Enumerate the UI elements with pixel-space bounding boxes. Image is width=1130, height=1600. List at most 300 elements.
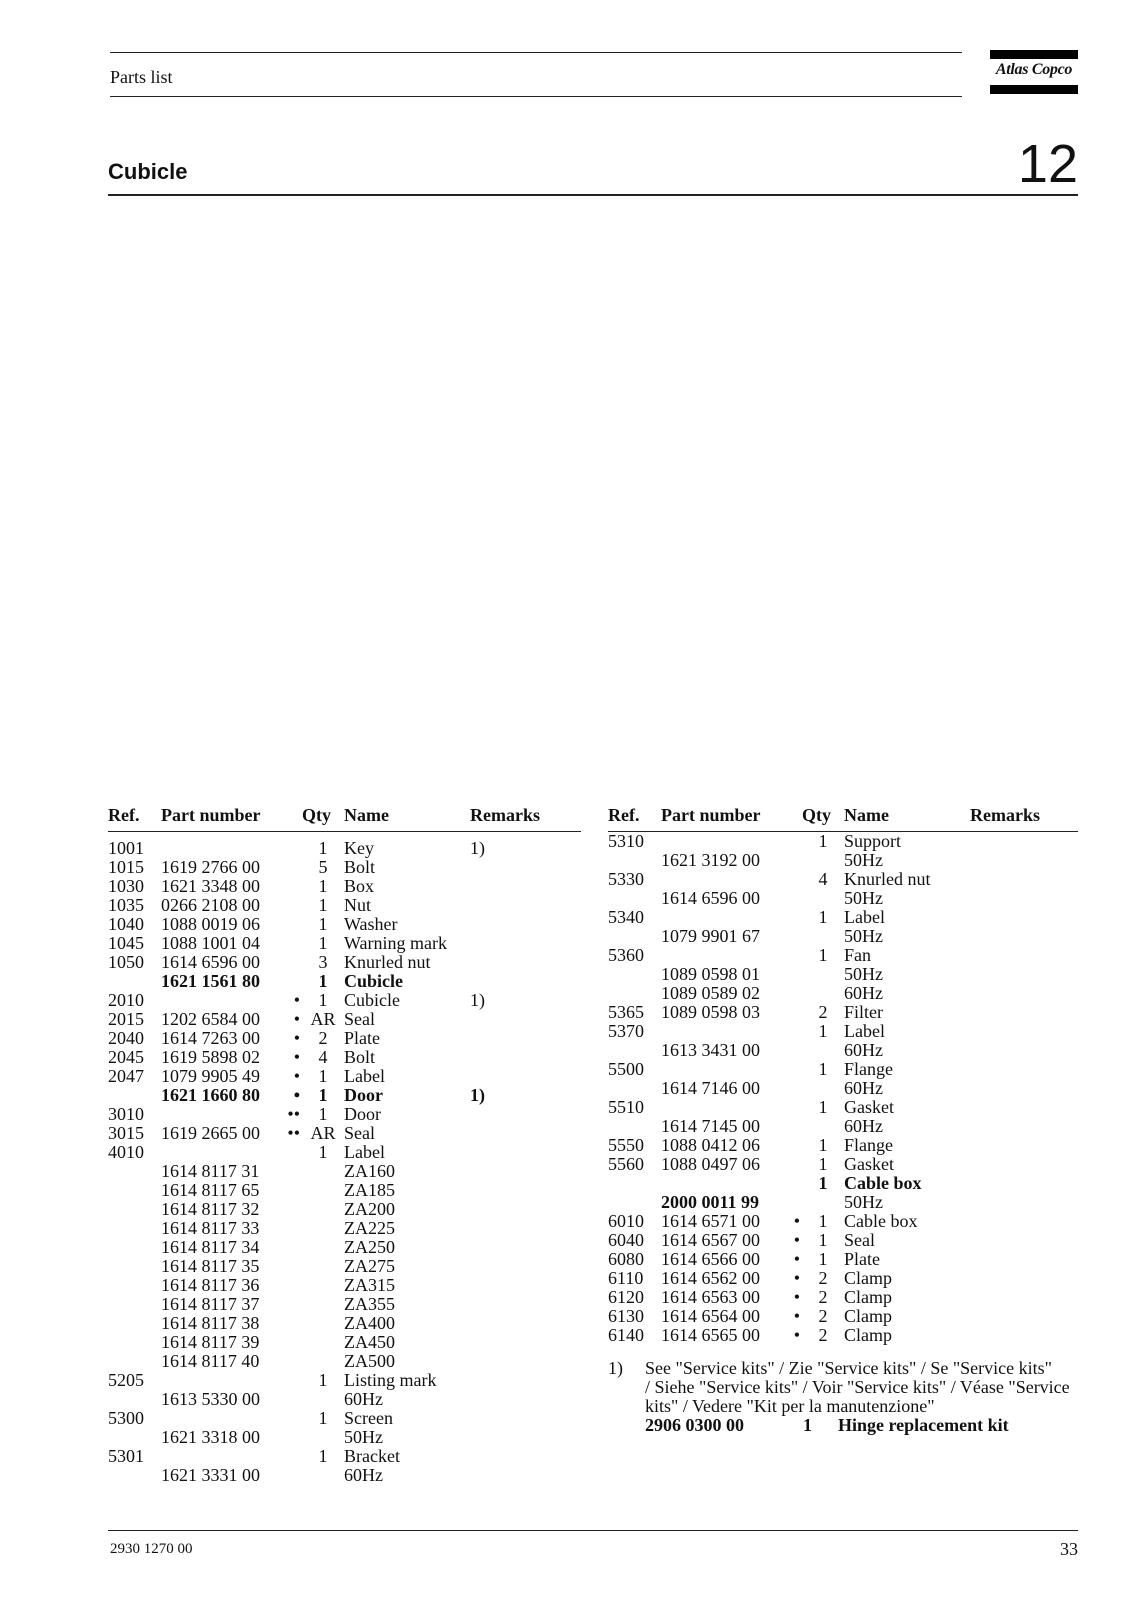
part-number-text: 1088 1001 04 (161, 933, 260, 953)
cell-ref: 3010 (108, 1104, 144, 1124)
cell-part-number (661, 1155, 802, 1174)
cell-remarks (970, 1212, 1078, 1231)
cell-ref: 5560 (608, 1154, 644, 1174)
table-row (608, 1193, 1078, 1212)
table-row (108, 1314, 581, 1333)
table-row (608, 1212, 1078, 1231)
part-number-text: 1614 6566 00 (661, 1249, 760, 1269)
cell-qty: 4 (818, 869, 828, 889)
cell-name: Door (344, 1085, 383, 1105)
cell-remarks (970, 1136, 1078, 1155)
cell-qty: 1 (818, 831, 828, 851)
cell-part-number (161, 1333, 302, 1352)
logo-bar-bottom (990, 85, 1078, 94)
cell-remarks (470, 1048, 581, 1067)
part-number-text: 1614 6596 00 (661, 888, 760, 908)
table-row (608, 870, 1078, 889)
cell-qty (302, 1390, 344, 1409)
cell-qty: 1 (318, 1066, 328, 1086)
cell-ref: 2047 (108, 1066, 144, 1086)
table-row (108, 1466, 581, 1485)
cell-ref: 1030 (108, 876, 144, 896)
table-row (608, 1022, 1078, 1041)
cell-name: Gasket (844, 1154, 894, 1174)
cell-part-number (661, 1022, 802, 1041)
cell-remarks (470, 1010, 581, 1029)
table-row (108, 991, 581, 1010)
part-number-text: 1621 3331 00 (161, 1465, 260, 1485)
table-row (608, 1060, 1078, 1079)
cell-name: 50Hz (844, 1192, 883, 1212)
cell-part-number (661, 1117, 802, 1136)
part-number-text: 1202 6584 00 (161, 1009, 260, 1029)
cell-remarks (470, 1200, 581, 1219)
cell-ref (108, 1295, 161, 1314)
cell-qty (802, 889, 844, 908)
part-number-text: 1614 8117 32 (161, 1199, 260, 1219)
cell-part-number (661, 984, 802, 1003)
cell-part-number (161, 1200, 302, 1219)
cell-ref (108, 1162, 161, 1181)
cell-name: Cubicle (344, 990, 400, 1010)
cell-name: 50Hz (844, 850, 883, 870)
cell-qty: 1 (818, 1059, 828, 1079)
section-rule (108, 194, 1078, 196)
part-number-text: 1089 0589 02 (661, 983, 760, 1003)
cell-ref (108, 1200, 161, 1219)
cell-qty: 1 (318, 914, 328, 934)
cell-ref (608, 927, 661, 946)
indent-dot-marker: • (293, 1066, 300, 1086)
cell-qty: 1 (318, 876, 328, 896)
cell-qty: 1 (318, 1408, 328, 1428)
cell-part-number (161, 1029, 302, 1048)
indent-dot-marker: • (793, 1268, 800, 1288)
cell-qty: 1 (318, 990, 328, 1010)
table-row (608, 1288, 1078, 1307)
cell-remarks (970, 965, 1078, 984)
table-row (108, 1219, 581, 1238)
cell-ref: 1001 (108, 838, 144, 858)
table-row (108, 1086, 581, 1105)
cell-ref: 6110 (608, 1268, 644, 1288)
cell-qty: 4 (318, 1047, 328, 1067)
col-ref: Ref. (108, 805, 140, 825)
cell-name: Box (344, 876, 375, 896)
cell-qty: 2 (818, 1287, 828, 1307)
cell-remarks (470, 858, 581, 877)
cell-part-number (161, 934, 302, 953)
cell-part-number (161, 991, 302, 1010)
cell-ref (608, 1041, 661, 1060)
part-number-text: 1614 7146 00 (661, 1078, 760, 1098)
cell-name: Clamp (844, 1306, 892, 1326)
table-row (608, 1250, 1078, 1269)
cell-part-number (661, 1212, 802, 1231)
cell-ref: 1035 (108, 895, 144, 915)
cell-ref: 6010 (608, 1211, 644, 1231)
cell-part-number (161, 1314, 302, 1333)
kit-qty: 1 (803, 1415, 812, 1435)
cell-name: Washer (344, 914, 398, 934)
cell-part-number (661, 1307, 802, 1326)
cell-part-number (161, 1105, 302, 1124)
footnote-line: See "Service kits" / Zie "Service kits" / Se "Service kits" (645, 1358, 1053, 1378)
cell-remarks (970, 1231, 1078, 1250)
brand-logo (990, 50, 1078, 94)
cell-ref (108, 1314, 161, 1333)
cell-part-number (661, 832, 802, 852)
cell-ref: 5310 (608, 831, 644, 851)
cell-qty (302, 1352, 344, 1371)
cell-name: ZA160 (344, 1161, 395, 1181)
cell-remarks (970, 851, 1078, 870)
table-row (608, 1231, 1078, 1250)
cell-name: 60Hz (844, 1040, 883, 1060)
cell-name: Seal (344, 1009, 375, 1029)
cell-ref: 1050 (108, 952, 144, 972)
cell-name: Knurled nut (844, 869, 931, 889)
cell-remarks (470, 1409, 581, 1428)
cell-qty: 1 (818, 1097, 828, 1117)
cell-remarks (970, 889, 1078, 908)
cell-qty (802, 1041, 844, 1060)
part-number-text: 1614 8117 40 (161, 1351, 260, 1371)
cell-part-number (661, 1003, 802, 1022)
cell-ref (108, 1181, 161, 1200)
cell-remarks (470, 1067, 581, 1086)
footer-rule (108, 1530, 1078, 1531)
cell-ref: 6080 (608, 1249, 644, 1269)
cell-name: ZA450 (344, 1332, 395, 1352)
table-row (108, 1390, 581, 1409)
indent-dot-marker: •• (287, 1123, 300, 1143)
cell-remarks (470, 1371, 581, 1390)
page-number: 33 (1060, 1539, 1078, 1559)
cell-remarks (970, 870, 1078, 889)
cell-part-number (661, 1174, 802, 1193)
table-row (108, 915, 581, 934)
indent-dot-marker: • (293, 1047, 300, 1067)
table-row (108, 1295, 581, 1314)
cell-qty (802, 927, 844, 946)
cell-part-number (161, 1086, 302, 1105)
table-row (608, 965, 1078, 984)
cell-name: 60Hz (844, 1078, 883, 1098)
col-part-number: Part number (661, 805, 761, 825)
indent-dot-marker: • (293, 1009, 300, 1029)
part-number-text: 1619 2665 00 (161, 1123, 260, 1143)
cell-qty (302, 1238, 344, 1257)
table-row (108, 934, 581, 953)
parts-table-left (108, 805, 581, 1485)
cell-part-number (661, 1269, 802, 1288)
cell-name: Cubicle (344, 971, 404, 991)
table-row (608, 1041, 1078, 1060)
cell-qty: 2 (818, 1002, 828, 1022)
cell-name: 60Hz (344, 1465, 383, 1485)
part-number-text: 1614 8117 39 (161, 1332, 260, 1352)
table-row (608, 1079, 1078, 1098)
cell-part-number (661, 1231, 802, 1250)
cell-part-number (661, 1098, 802, 1117)
cell-name: Bolt (344, 1047, 376, 1067)
cell-part-number (661, 927, 802, 946)
part-number-text: 1088 0019 06 (161, 914, 260, 934)
table-row (608, 832, 1078, 852)
doc-number: 2930 1270 00 (110, 1541, 193, 1557)
cell-qty (302, 1276, 344, 1295)
table-row (108, 1162, 581, 1181)
table-row (108, 1428, 581, 1447)
cell-part-number (161, 1257, 302, 1276)
cell-qty (302, 1257, 344, 1276)
col-name: Name (344, 805, 389, 825)
cell-name: Gasket (844, 1097, 894, 1117)
cell-qty: 1 (318, 838, 328, 858)
table-row (108, 1238, 581, 1257)
table-row (108, 1409, 581, 1428)
cell-name: ZA315 (344, 1275, 395, 1295)
indent-dot-marker: • (293, 1028, 300, 1048)
part-number-text: 1614 6596 00 (161, 952, 260, 972)
part-number-text: 1614 6567 00 (661, 1230, 760, 1250)
table-row (608, 1326, 1078, 1345)
cell-name: Seal (344, 1123, 375, 1143)
cell-name: 50Hz (844, 888, 883, 908)
cell-ref (108, 1390, 161, 1409)
table-row (608, 1269, 1078, 1288)
kit-row (645, 1416, 1083, 1435)
cell-qty (802, 1117, 844, 1136)
cell-ref: 3015 (108, 1123, 144, 1143)
indent-dot-marker: • (293, 990, 300, 1010)
cell-name: Label (344, 1066, 385, 1086)
cell-remarks (470, 1219, 581, 1238)
cell-ref: 6120 (608, 1287, 644, 1307)
cell-part-number (661, 908, 802, 927)
part-number-text: 1088 0497 06 (661, 1154, 760, 1174)
cell-part-number (161, 1219, 302, 1238)
cell-part-number (661, 1079, 802, 1098)
part-number-text: 1621 3192 00 (661, 850, 760, 870)
cell-remarks (470, 1352, 581, 1371)
cell-name: Listing mark (344, 1370, 437, 1390)
cell-remarks (970, 1269, 1078, 1288)
table-row (608, 984, 1078, 1003)
part-number-text: 2000 0011 99 (661, 1192, 760, 1212)
indent-dot-marker: • (793, 1211, 800, 1231)
cell-ref (108, 1428, 161, 1447)
cell-remarks (470, 1466, 581, 1485)
cell-remarks (970, 832, 1078, 852)
cell-ref: 5300 (108, 1408, 144, 1428)
cell-qty: 1 (318, 971, 328, 991)
cell-ref (108, 1276, 161, 1295)
cell-qty: 2 (818, 1268, 828, 1288)
cell-remarks (470, 1029, 581, 1048)
cell-ref: 5510 (608, 1097, 644, 1117)
cell-ref: 1040 (108, 914, 144, 934)
table-row (108, 1105, 581, 1124)
cell-remarks (470, 1181, 581, 1200)
cell-part-number (161, 1048, 302, 1067)
part-number-text: 1079 9905 49 (161, 1066, 260, 1086)
cell-qty (802, 851, 844, 870)
cell-remarks (970, 1326, 1078, 1345)
cell-qty (302, 1466, 344, 1485)
cell-part-number (161, 1447, 302, 1466)
table-header (608, 805, 1078, 832)
cell-name: Clamp (844, 1268, 892, 1288)
cell-qty: 1 (318, 933, 328, 953)
cell-part-number (661, 1193, 802, 1212)
cell-qty: 3 (318, 952, 328, 972)
cell-part-number (661, 870, 802, 889)
part-number-text: 1088 0412 06 (661, 1135, 760, 1155)
cell-remarks (970, 1117, 1078, 1136)
cell-name: Plate (844, 1249, 880, 1269)
cell-ref (108, 1352, 161, 1371)
cell-name: Label (344, 1142, 385, 1162)
part-number-text: 1089 0598 03 (661, 1002, 760, 1022)
cell-name: Knurled nut (344, 952, 431, 972)
cell-name: 50Hz (844, 964, 883, 984)
parts-table-right (608, 805, 1078, 1345)
cell-part-number (661, 1250, 802, 1269)
cell-ref: 6130 (608, 1306, 644, 1326)
cell-qty (302, 1295, 344, 1314)
cell-qty: 2 (818, 1325, 828, 1345)
cell-remarks (470, 1447, 581, 1466)
cell-remarks (970, 1307, 1078, 1326)
indent-dot-marker: • (793, 1325, 800, 1345)
part-number-text: 1621 3348 00 (161, 876, 260, 896)
part-number-text: 1614 8117 35 (161, 1256, 260, 1276)
cell-remarks (470, 1276, 581, 1295)
cell-name: ZA225 (344, 1218, 395, 1238)
cell-part-number (161, 1238, 302, 1257)
cell-ref: 6140 (608, 1325, 644, 1345)
header-bottom-rule (110, 96, 962, 97)
cell-qty: 1 (318, 1370, 328, 1390)
cell-name: Flange (844, 1059, 893, 1079)
cell-qty: 1 (318, 1104, 328, 1124)
cell-part-number (161, 915, 302, 934)
indent-dot-marker: •• (287, 1104, 300, 1124)
col-ref: Ref. (608, 805, 640, 825)
table-row (108, 1067, 581, 1086)
cell-ref (608, 889, 661, 908)
cell-remarks (470, 1333, 581, 1352)
cell-qty: 2 (318, 1028, 328, 1048)
table-row (608, 851, 1078, 870)
col-qty: Qty (302, 805, 331, 825)
cell-qty: 2 (818, 1306, 828, 1326)
cell-remarks (970, 1079, 1078, 1098)
section-title: Cubicle (108, 159, 188, 184)
cell-part-number (161, 1390, 302, 1409)
cell-part-number (661, 1288, 802, 1307)
cell-part-number (161, 1181, 302, 1200)
cell-name: Label (844, 907, 885, 927)
header-label: Parts list (110, 67, 173, 87)
cell-qty (802, 1079, 844, 1098)
cell-remarks (470, 1238, 581, 1257)
cell-ref (608, 1117, 661, 1136)
cell-part-number (161, 1352, 302, 1371)
cell-qty (802, 984, 844, 1003)
cell-remarks (470, 915, 581, 934)
part-number-text: 1614 8117 31 (161, 1161, 260, 1181)
cell-name: 50Hz (844, 926, 883, 946)
indent-dot-marker: • (793, 1306, 800, 1326)
indent-dot-marker: • (793, 1230, 800, 1250)
cell-name: Clamp (844, 1287, 892, 1307)
part-number-text: 1614 6571 00 (661, 1211, 760, 1231)
cell-name: ZA400 (344, 1313, 395, 1333)
part-number-text: 1619 2766 00 (161, 857, 260, 877)
cell-qty: 1 (818, 1173, 828, 1193)
cell-remarks (470, 953, 581, 972)
table-header (108, 805, 581, 832)
cell-ref (108, 1238, 161, 1257)
cell-name: Fan (844, 945, 871, 965)
table-row (108, 1352, 581, 1371)
part-number-text: 1614 6565 00 (661, 1325, 760, 1345)
cell-remarks (970, 984, 1078, 1003)
cell-part-number (661, 889, 802, 908)
part-number-text: 1614 7145 00 (661, 1116, 760, 1136)
cell-ref: 5365 (608, 1002, 644, 1022)
table-row (108, 896, 581, 915)
cell-name: ZA185 (344, 1180, 395, 1200)
cell-remarks (970, 1060, 1078, 1079)
cell-qty: 1 (318, 1142, 328, 1162)
cell-qty (302, 1181, 344, 1200)
cell-remarks (470, 1257, 581, 1276)
cell-qty (802, 1193, 844, 1212)
cell-remarks (470, 832, 581, 840)
cell-name: Label (844, 1021, 885, 1041)
cell-ref (608, 984, 661, 1003)
cell-name: Key (344, 838, 374, 858)
cell-ref: 5360 (608, 945, 644, 965)
cell-qty (302, 1200, 344, 1219)
cell-part-number (161, 877, 302, 896)
cell-remarks (470, 934, 581, 953)
cell-ref (608, 1079, 661, 1098)
table-row (108, 1048, 581, 1067)
kit-name: Hinge replacement kit (838, 1415, 1009, 1435)
part-number-text: 1614 6563 00 (661, 1287, 760, 1307)
table-row (108, 1124, 581, 1143)
cell-part-number (161, 1124, 302, 1143)
table-row (108, 1447, 581, 1466)
cell-qty (302, 1162, 344, 1181)
cell-part-number (161, 1276, 302, 1295)
cell-ref (108, 972, 161, 991)
cell-qty: 1 (818, 1211, 828, 1231)
cell-qty: AR (310, 1123, 336, 1143)
cell-remarks (970, 1003, 1078, 1022)
part-number-text: 1614 8117 36 (161, 1275, 260, 1295)
footnote-line: kits" / Vedere "Kit per la manutenzione" (645, 1396, 935, 1416)
part-number-text: 1614 6564 00 (661, 1306, 760, 1326)
table-row (108, 1143, 581, 1162)
cell-remarks (970, 1098, 1078, 1117)
table-row (608, 1117, 1078, 1136)
